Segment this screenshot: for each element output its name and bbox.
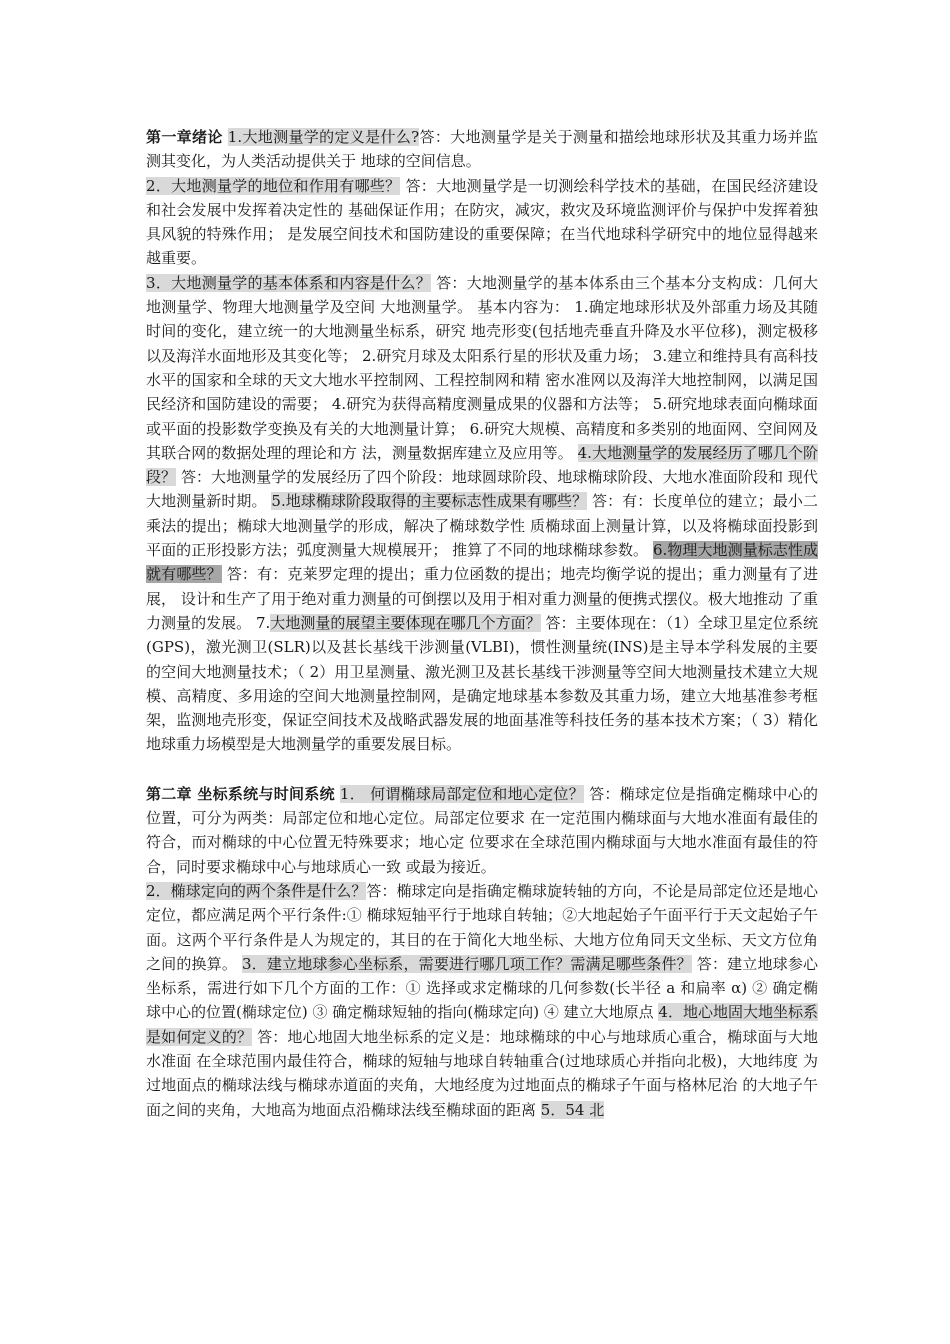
answer-1-5: 答：有：长度单位的建立；最小二乘法的提出；椭球大地测量学的形成，解决了椭球数学性 质椭球面上测量计算，以及将椭球面投影到平面的正形投影方法；弧度测量大规模展开； 推算了不同的地球椭球参数。 xyxy=(146,492,818,560)
chapter-1-heading: 第一章绪论 xyxy=(146,128,223,146)
question-2-4: 4．地心地固大地坐标系是如何定义的？ xyxy=(146,1003,819,1046)
answer-2-3: 答：建立地球参心坐标系，需进行如下几个方面的工作：① 选择或求定椭球的几何参数(长半径 a 和扁率 α) ② 确定椭球中心的位置(椭球定位) ③ 确定椭球短轴的指向(椭球定向) ④ 建立大地原点 xyxy=(146,954,818,1022)
question-2-2: 2．椭球定向的两个条件是什么？ xyxy=(146,881,367,900)
question-1-5: 5.地球椭球阶段取得的主要标志性成果有哪些？ xyxy=(271,492,588,511)
document-page xyxy=(146,125,818,1122)
question-1-4: 4.大地测量学的发展经历了哪几个阶段？ xyxy=(146,443,818,487)
answer-2-4: 答：地心地固大地坐标系的定义是：地球椭球的中心与地球质心重合，椭球面与大地水准面 在全球范围内最佳符合，椭球的短轴与地球自转轴重合(过地球质心并指向北极)，大地纬度 为过地面点的椭球法线与椭球赤道面的夹角，大地经度为过地面点的椭球子午面与格林尼治 的大地子午面之间的夹角，大地高为地面点沿椭球法线至椭球面的距离 xyxy=(146,1027,818,1119)
question-1-2: 2．大地测量学的地位和作用有哪些？ xyxy=(146,176,401,195)
answer-2-1: 答：椭球定位是指确定椭球中心的位置，可分为两类：局部定位和地心定位。局部定位要求 在一定范围内椭球面与大地水准面有最佳的符合，而对椭球的中心位置无特殊要求；地心定 位要求在全球范围内椭球面与大地水准面有最佳的符合，同时要求椭球中心与地球质心一致 或最为接近。 xyxy=(146,784,818,876)
question-1-7-number: 7. xyxy=(255,613,271,632)
chapter-1-paragraph xyxy=(146,125,818,757)
question-2-5: 5．54 北 xyxy=(540,1100,605,1119)
answer-1-3: 答：大地测量学的基本体系由三个基本分支构成：几何大地测量学、物理大地测量学及空间 大地测量学。 基本内容为： 1.确定地球形状及外部重力场及其随时间的变化，建立统一的大地测量坐标系，研究 地壳形变(包括地壳垂直升降及水平位移)，测定极移以及海洋水面地形及其变化等； 2.研究月球及太阳系行星的形状及重力场； 3.建立和维持具有高科技水平的国家和全球的天文大地水平控制网、工程控制网和精 密水准网以及海洋大地控制网，以满足国民经济和国防建设的需要； 4.研究为获得高精度测量成果的仪器和方法等； 5.研究地球表面向椭球面或平面的投影数学变换及有关的大地测量计算； 6.研究大规模、高精度和多类别的地面网、空间网及其联合网的数据处理的理论和方 法，测量数据库建立及应用等。 xyxy=(146,273,818,462)
answer-1-6: 答：有：克莱罗定理的提出；重力位函数的提出；地壳均衡学说的提出；重力测量有了进展， 设计和生产了用于绝对重力测量的可倒摆以及用于相对重力测量的便携式摆仪。极大地推动 了重力测量的发展。 xyxy=(146,565,818,632)
question-1-1: 1.大地测量学的定义是什么? xyxy=(227,128,420,146)
question-2-3: 3．建立地球参心坐标系，需要进行哪几项工作？需满足哪些条件？ xyxy=(242,954,692,973)
question-1-6: 6.物理大地测量标志性成就有哪些？ xyxy=(146,541,818,584)
question-1-7: 大地测量的展望主要体现在哪几个方面？ xyxy=(270,613,541,632)
answer-2-2: 答：椭球定向是指确定椭球旋转轴的方向，不论是局部定位还是地心定位，都应满足两个平行条件:① 椭球短轴平行于地球自转轴；②大地起始子午面平行于天文起始子午面。这两个平行条件是人为规定的，其目的在于简化大地坐标、大地方位角同天文坐标、天文方位角之间的换算。 xyxy=(146,881,819,973)
answer-1-2: 答：大地测量学是一切测绘科学技术的基础，在国民经济建设和社会发展中发挥着决定性的 基础保证作用；在防灾，减灾，救灾及环境监测评价与保护中发挥着独具风貌的特殊作用； 是发展空间技术和国防建设的重要保障；在当代地球科学研究中的地位显得越来越重要。 xyxy=(146,176,818,268)
question-1-3: 3．大地测量学的基本体系和内容是什么？ xyxy=(146,273,432,292)
answer-1-4: 答：大地测量学的发展经历了四个阶段：地球圆球阶段、地球椭球阶段、大地水准面阶段和 现代大地测量新时期。 xyxy=(146,468,818,511)
answer-1-7: 答：主要体现在：（1）全球卫星定位系统(GPS)，激光测卫(SLR)以及甚长基线干涉测量(VLBI)，惯性测量统(INS)是主导本学科发展的主要的空间大地测量技术；（ 2）用卫星测量、激光测卫及甚长基线干涉测量等空间大地测量技术建立大规模、高精度、多用途的空间大地测量控制网，是确定地球基本参数及其重力场，建立大地基准参考框架，监测地壳形变，保证空间技术及战略武器发展的地面基准等科技任务的基本技术方案；（ 3）精化地球重力场模型是大地测量学的重要发展目标。 xyxy=(146,613,818,754)
question-2-1: 1． 何谓椭球局部定位和地心定位？ xyxy=(339,784,584,803)
answer-1-1: 答：大地测量学是关于测量和描绘地球形状及其重力场并监测其变化，为人类活动提供关于 地球的空间信息。 xyxy=(146,128,818,171)
chapter-2-paragraph xyxy=(146,782,818,1122)
chapter-2-heading: 第二章 坐标系统与时间系统 xyxy=(146,784,335,803)
